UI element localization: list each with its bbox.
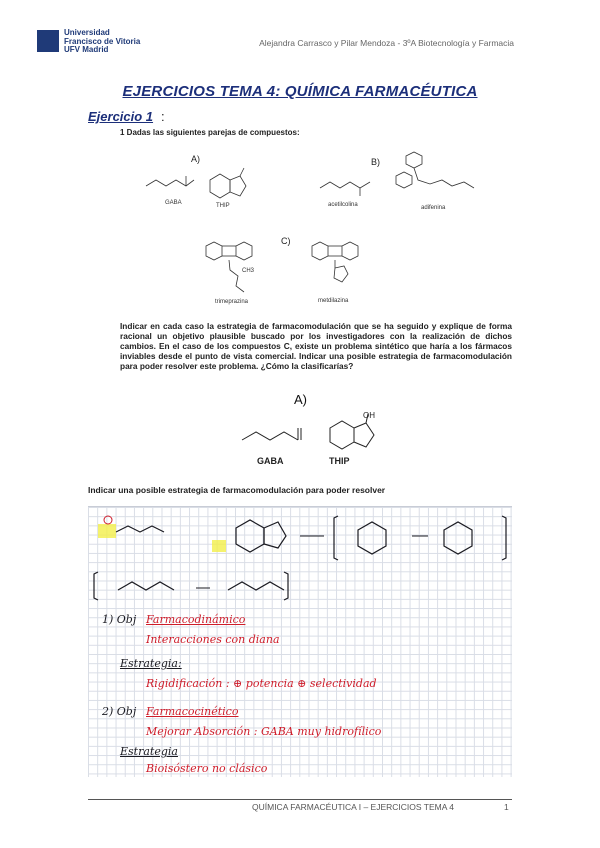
thip-structure-small [206,166,256,206]
exercise-heading: Ejercicio 1 [88,109,154,124]
gaba-label-small: GABA [165,200,182,206]
page-number: 1 [504,802,509,812]
enlarged-pair-a-label: A) [294,392,307,407]
hw-strategy1-label: Estrategia: [120,657,182,670]
gaba-label-large: GABA [257,456,284,466]
gaba-structure-small [140,170,200,200]
exercise-heading-colon: : [161,109,165,124]
trimeprazine-label: trimeprazina [215,299,249,305]
methdilazine-label: metdilazina [318,298,349,304]
instruction-text: Indicar una posible estrategia de farmacomodulación para poder resolver [88,485,386,495]
thip-label-small: THIP [216,203,230,209]
hw-objective2-topic: Farmacocinético [146,705,239,718]
thip-label-large: THIP [329,456,350,466]
trimeprazine-ch3-label: CH3 [242,268,255,274]
thip-structure-large [316,412,396,468]
university-logo-text: Universidad Francisco de Vitoria UFV Madrid [64,28,141,54]
pair-a-label: A) [191,154,200,164]
methdilazine-structure [306,238,376,302]
hw-objective2-detail: Mejorar Absorción : GABA muy hidrofílico [146,725,382,738]
footer-course: QUÍMICA FARMACÉUTICA I – EJERCICIOS TEMA 4 [252,802,454,812]
thip-oh-label: OH [363,411,375,420]
question-intro: 1 Dadas las siguientes parejas de compuestos: [120,128,300,137]
hw-strategy1-detail: Rigidificación : ⊕ potencia ⊕ selectividad [146,677,377,690]
hw-objective1-detail: Interacciones con diana [146,633,280,646]
question-body: Indicar en cada caso la estrategia de farmacomodulación que se ha seguido y explique de forma racional un objetivo plausible buscado por los investigadores con la realización de dichos cambios. En el caso de los compuestos C, existe un problema sintético que haría a los fármacos inviables desde el punto de vista comercial. Indicar una posible estrategia de farmacomodulación para poder resolver este problema. ¿Cómo la clasificarías? [120,321,512,371]
acetylcholine-structure [316,176,376,200]
pair-c-label: C) [281,236,291,246]
pair-b-label: B) [371,157,380,167]
hw-strategy2-label: Estrategia [120,745,178,758]
page-title: EJERCICIOS TEMA 4: QUÍMICA FARMACÉUTICA [122,83,478,100]
adiphenine-label: adifenina [421,205,446,211]
adiphenine-structure [390,150,480,210]
acetylcholine-label: acetilcolina [328,202,358,208]
footer-divider [88,799,512,800]
hw-strategy2-detail: Bioisóstero no clásico [146,762,268,775]
hw-objective2-prefix: 2) Obj [102,705,137,718]
trimeprazine-structure [200,238,270,298]
hw-objective1-prefix: 1) Obj [102,613,137,626]
header-authors: Alejandra Carrasco y Pilar Mendoza - 3ºA Biotecnología y Farmacia [259,38,514,48]
university-logo-icon [37,30,59,52]
hw-objective1-topic: Farmacodinámico [146,613,246,626]
handwritten-structures-sketch [88,506,512,606]
